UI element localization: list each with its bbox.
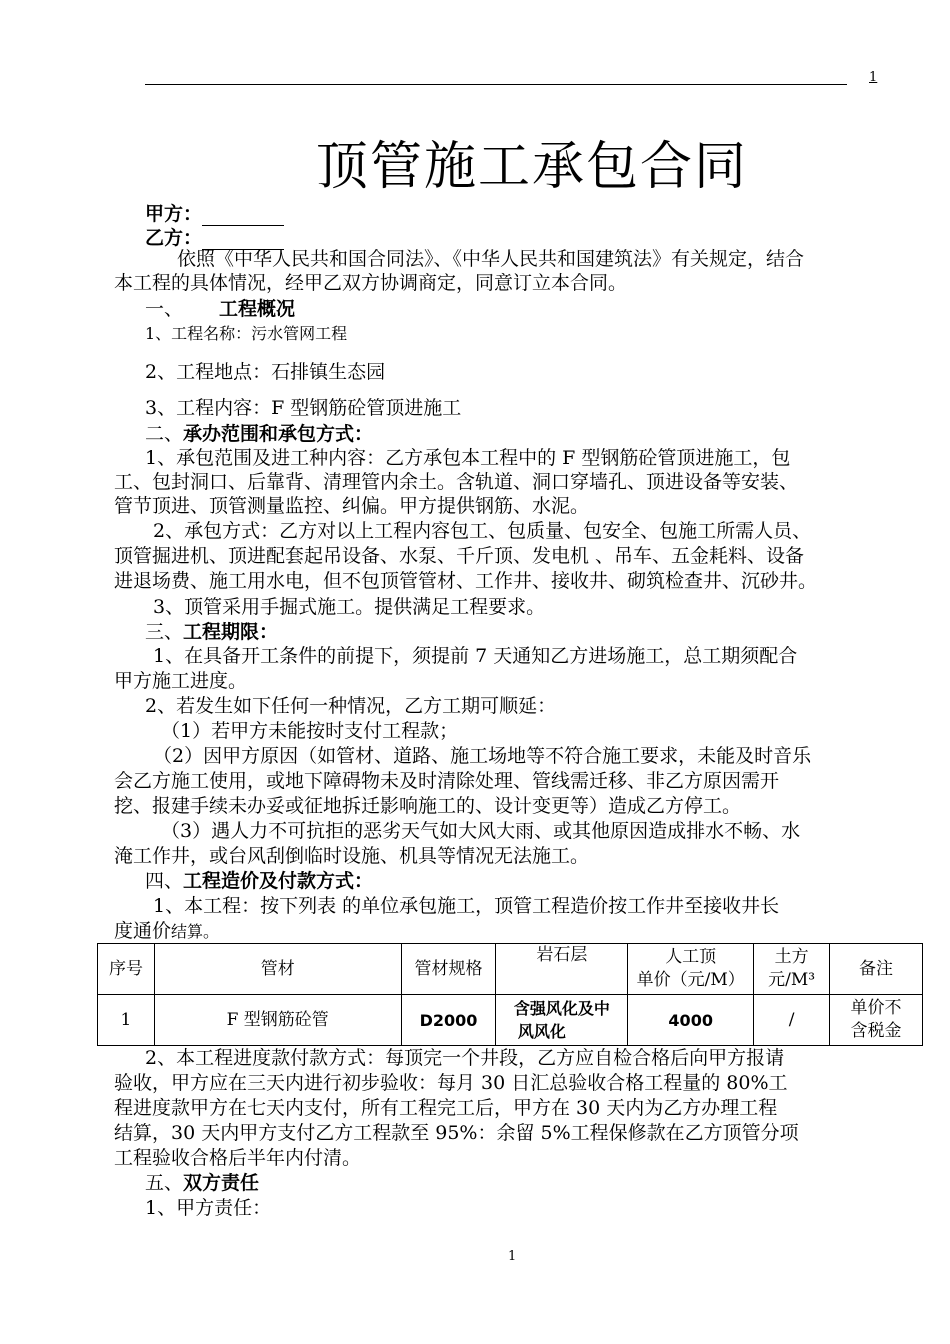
- td-rock-line-1: 含强风化及中: [513, 999, 610, 1018]
- project-content: 3、工程内容：F 型钢筋砼管顶进施工: [145, 397, 462, 419]
- th-price-line-1: 人工顶: [665, 947, 717, 967]
- section-1-heading: [145, 298, 295, 321]
- payment-line-3: 程进度款甲方在七天内支付，所有工程完工后，甲方在 30 天内为乙方办理工程: [114, 1097, 778, 1119]
- td-earth: /: [754, 995, 830, 1046]
- td-rock-prefix: 风: [517, 1022, 534, 1041]
- td-rock-line-2: [498, 1020, 625, 1043]
- party-a-line: [145, 199, 284, 226]
- intro-line-1: 依照《中华人民共和国合同法》、《中华人民共和国建筑法》有关规定，结合: [177, 248, 805, 270]
- td-note-line-1: 单价不: [850, 998, 902, 1018]
- section-1-title: 工程概况: [219, 298, 296, 320]
- scope-line-1: 1、承包范围及进工种内容：乙方承包本工程中的 F 型钢筋砼管顶进施工，包: [145, 447, 791, 469]
- payment-line-5: 工程验收合格后半年内付清。: [114, 1147, 362, 1169]
- document-title: 顶管施工承包合同: [315, 137, 748, 197]
- intro-line-2: 本工程的具体情况，经甲乙双方协调商定，同意订立本合同。: [114, 272, 628, 294]
- scope-line-2: 工、包封洞口、后靠背、清理管内余土。含轨道、洞口穿墙孔、顶进设备等安装、: [114, 471, 799, 493]
- period-p1-line-2: 甲方施工进度。: [114, 670, 248, 692]
- mode-line-3: 进退场费、施工用水电，但不包顶管管材、工作井、接收井、砌筑检查井、沉砂井。: [114, 570, 818, 592]
- clause-1: （1）若甲方未能按时支付工程款；: [161, 720, 459, 742]
- section-2-number: 二、: [145, 423, 184, 445]
- td-rock-suffix: 风化: [533, 1022, 566, 1041]
- mode-line-2: 顶管掘进机、顶进配套起吊设备、水泵、千斤顶、发电机 、吊车、五金耗料、设备: [114, 545, 805, 567]
- section-2-heading: [145, 423, 373, 446]
- section-4-title: 工程造价及付款方式：: [183, 870, 374, 892]
- section-5-heading: [145, 1172, 259, 1195]
- price-p1-suffix: 结算。: [171, 922, 220, 941]
- th-no: 序号: [98, 944, 155, 995]
- party-a-label: 甲方：: [145, 203, 203, 225]
- period-p2: 2、若发生如下任何一种情况，乙方工期可顺延：: [145, 695, 557, 717]
- payment-line-4: 结算，30 天内甲方支付乙方工程款至 95%：余留 5%工程保修款在乙方顶管分项: [114, 1122, 799, 1144]
- clause-2-line-2: 会乙方施工使用，或地下障碍物未及时清除处理、管线需迁移、非乙方原因需开: [114, 770, 780, 792]
- th-price: [628, 944, 754, 995]
- method-line: 3、顶管采用手掘式施工。提供满足工程要求。: [153, 596, 546, 618]
- period-p1-line-1: 1、在具备开工条件的前提下，须提前 7 天通知乙方进场施工，总工期须配合: [153, 645, 798, 667]
- clause-2-line-1: （2）因甲方原因（如管材、道路、施工场地等不符合施工要求，未能及时音乐: [153, 745, 812, 767]
- clause-2-line-3: 挖、报建手续未办妥或征地拆迁影响施工的、设计变更等）造成乙方停工。: [114, 795, 742, 817]
- project-name: 1、工程名称：污水管网工程: [145, 324, 348, 343]
- section-2-title: 承办范围和承包方式：: [183, 423, 374, 445]
- th-earth: [754, 944, 830, 995]
- td-no: 1: [98, 995, 155, 1046]
- price-p1-line-2: [114, 920, 219, 943]
- price-p1-text: 度通价: [114, 920, 172, 942]
- section-5-number: 五、: [145, 1172, 184, 1194]
- table-row: [98, 995, 923, 1046]
- party-b-label: 乙方：: [145, 227, 203, 249]
- header-rule: [145, 84, 847, 85]
- section-3-heading: [145, 621, 278, 644]
- party-b-line: [145, 223, 284, 250]
- table-header-row: [98, 944, 923, 995]
- th-spec: 管材规格: [401, 944, 496, 995]
- section-1-number: 一、: [145, 298, 184, 320]
- td-spec: D2000: [401, 995, 496, 1046]
- td-rock: [496, 995, 628, 1046]
- mode-line-1: 2、承包方式：乙方对以上工程内容包工、包质量、包安全、包施工所需人员、: [153, 520, 812, 542]
- footer-page-number: 1: [508, 1249, 517, 1264]
- th-price-line-2: 单价（元/M）: [636, 970, 745, 990]
- payment-line-2: 验收，甲方应在三天内进行初步验收：每月 30 日汇总验收合格工程量的 80%工: [114, 1072, 788, 1094]
- th-note: 备注: [830, 944, 923, 995]
- party-a-duty: 1、甲方责任：: [145, 1197, 272, 1219]
- section-5-title: 双方责任: [183, 1172, 260, 1194]
- th-material: 管材: [154, 944, 401, 995]
- td-note: [830, 995, 923, 1046]
- price-table: [97, 943, 923, 1046]
- section-4-heading: [145, 870, 373, 893]
- header-page-number: 1: [869, 70, 878, 85]
- th-earth-line-2: 元/M³: [768, 970, 816, 990]
- td-note-line-2: 含税金: [850, 1021, 902, 1041]
- section-3-number: 三、: [145, 621, 184, 643]
- payment-line-1: 2、本工程进度款付款方式：每顶完一个井段，乙方应自检合格后向甲方报请: [145, 1047, 785, 1069]
- clause-3-line-2: 淹工作井，或台风刮倒临时设施、机具等情况无法施工。: [114, 845, 590, 867]
- th-earth-line-1: 土方: [774, 947, 809, 967]
- th-rock: 岩石层: [496, 944, 628, 995]
- td-price: 4000: [628, 995, 754, 1046]
- section-4-number: 四、: [145, 870, 184, 892]
- price-p1-line-1: 1、本工程：按下列表 的单位承包施工，顶管工程造价按工作井至接收井长: [153, 895, 780, 917]
- td-material: F 型钢筋砼管: [154, 995, 401, 1046]
- section-3-title: 工程期限：: [183, 621, 279, 643]
- project-location: 2、工程地点：石排镇生态园: [145, 361, 386, 383]
- scope-line-3: 管节顶进、顶管测量监控、纠偏。甲方提供钢筋、水泥。: [114, 495, 590, 517]
- clause-3-line-1: （3）遇人力不可抗拒的恶劣天气如大风大雨、或其他原因造成排水不畅、水: [161, 820, 801, 842]
